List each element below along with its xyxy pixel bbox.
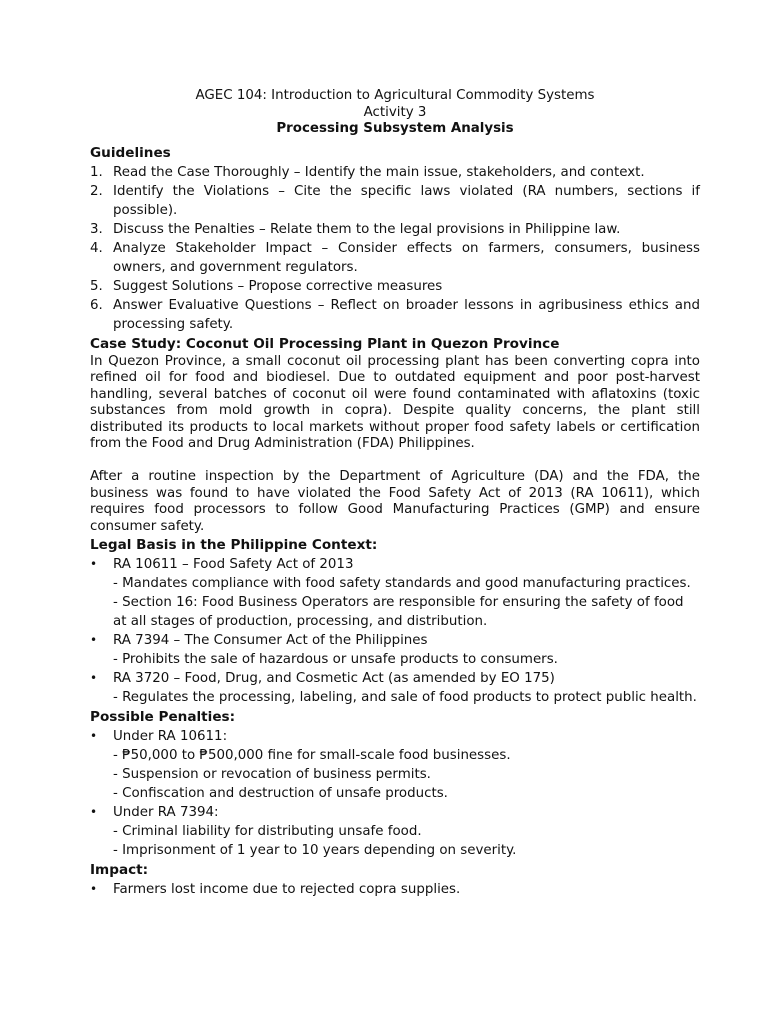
legal-basis-list — [90, 555, 700, 707]
guideline-number: 1. — [90, 164, 103, 180]
case-study-paragraph: After a routine inspection by the Department of Agriculture (DA) and the FDA, the business was found to have violated the Food Safety Act of 2013 (RA 10611), which requires food processors to follow Good Manufacturing Practices (GMP) and ensure consumer safety. — [90, 469, 700, 534]
impact-heading: Impact: — [90, 862, 149, 878]
guideline-text: Discuss the Penalties – Relate them to the legal provisions in Philippine law. — [113, 221, 621, 237]
law-detail: - Section 16: Food Business Operators are responsible for ensuring the safety of food at all stages of production, processing, and distribution. — [113, 595, 684, 629]
law-detail: - Mandates compliance with food safety standards and good manufacturing practices. — [113, 576, 691, 591]
guideline-item — [90, 163, 700, 182]
guideline-item — [90, 220, 700, 239]
impact-item — [90, 880, 700, 899]
guideline-number: 5. — [90, 278, 103, 294]
guideline-text: Identify the Violations – Cite the specific laws violated (RA numbers, sections if possible). — [113, 183, 700, 218]
guideline-text: Suggest Solutions – Propose corrective measures — [113, 278, 443, 294]
law-detail: - Prohibits the sale of hazardous or unsafe products to consumers. — [113, 652, 558, 667]
law-title: RA 3720 – Food, Drug, and Cosmetic Act (as amended by EO 175) — [113, 671, 555, 686]
guidelines-list — [90, 163, 700, 334]
case-study-paragraph: In Quezon Province, a small coconut oil processing plant has been converting copra into refined oil for food and biodiesel. Due to outdated equipment and poor post-harvest handling, several batches of coconut oil were found contaminated with aflatoxins (toxic substances from mold growth in copra). Despite quality concerns, the plant still distributed its products to local markets without proper food safety labels or certification from the Food and Drug Administration (FDA) Philippines. — [90, 353, 700, 451]
penalty-item — [90, 803, 700, 860]
legal-basis-item — [90, 631, 700, 669]
legal-basis-item — [90, 555, 700, 631]
document-page — [90, 88, 700, 899]
guideline-item — [90, 182, 700, 220]
legal-basis-item — [90, 669, 700, 707]
penalty-law: Under RA 7394: — [113, 805, 219, 820]
guideline-text: Answer Evaluative Questions – Reflect on broader lessons in agribusiness ethics and processing safety. — [113, 297, 700, 332]
guideline-number: 2. — [90, 183, 103, 199]
guideline-number: 4. — [90, 240, 103, 256]
impact-text: Farmers lost income due to rejected copra supplies. — [113, 882, 461, 897]
guidelines-heading: Guidelines — [90, 144, 171, 161]
guideline-number: 3. — [90, 221, 103, 237]
guideline-item — [90, 239, 700, 277]
penalties-heading: Possible Penalties: — [90, 709, 236, 725]
bullet-icon: • — [90, 805, 98, 819]
impact-list — [90, 880, 700, 899]
guideline-text: Read the Case Thoroughly – Identify the main issue, stakeholders, and context. — [113, 164, 645, 180]
case-study-heading: Case Study: Coconut Oil Processing Plant in Quezon Province — [90, 335, 560, 352]
penalty-detail: - Imprisonment of 1 year to 10 years depending on severity. — [113, 843, 517, 858]
law-detail: - Regulates the processing, labeling, and sale of food products to protect public health. — [113, 690, 697, 705]
bullet-icon: • — [90, 557, 98, 571]
bullet-icon: • — [90, 882, 98, 896]
penalty-detail: - ₱50,000 to ₱500,000 fine for small-scale food businesses. — [113, 748, 511, 763]
guideline-item — [90, 277, 700, 296]
guideline-text: Analyze Stakeholder Impact – Consider effects on farmers, consumers, business owners, and government regulators. — [113, 240, 700, 275]
penalty-detail: - Criminal liability for distributing unsafe food. — [113, 824, 422, 839]
penalty-item — [90, 727, 700, 803]
penalty-detail: - Suspension or revocation of business permits. — [113, 767, 431, 782]
guideline-number: 6. — [90, 297, 103, 313]
guideline-item — [90, 296, 700, 334]
penalty-detail: - Confiscation and destruction of unsafe products. — [113, 786, 448, 801]
penalties-list — [90, 727, 700, 860]
course-title: AGEC 104: Introduction to Agricultural Commodity Systems — [195, 88, 595, 103]
law-title: RA 10611 – Food Safety Act of 2013 — [113, 557, 354, 572]
law-title: RA 7394 – The Consumer Act of the Philippines — [113, 633, 428, 648]
document-header — [90, 88, 700, 138]
bullet-icon: • — [90, 671, 98, 685]
penalty-law: Under RA 10611: — [113, 729, 228, 744]
legal-basis-heading: Legal Basis in the Philippine Context: — [90, 537, 378, 553]
bullet-icon: • — [90, 633, 98, 647]
document-title: Processing Subsystem Analysis — [276, 121, 514, 136]
activity-label: Activity 3 — [363, 104, 427, 120]
bullet-icon: • — [90, 729, 98, 743]
